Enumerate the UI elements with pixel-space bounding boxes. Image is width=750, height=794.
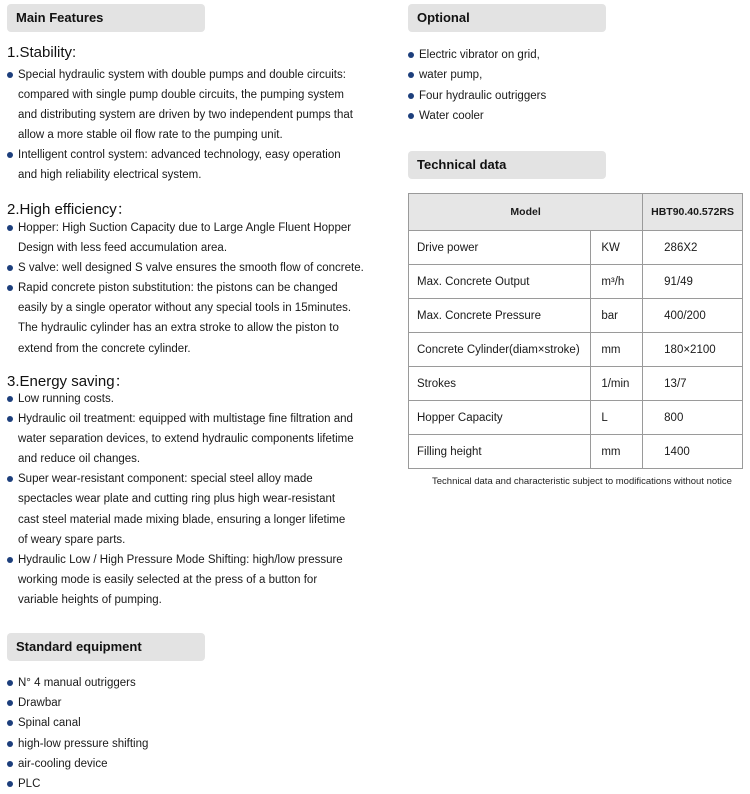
param-name: Hopper Capacity bbox=[409, 401, 591, 435]
param-unit: L bbox=[591, 401, 643, 435]
energy-list bbox=[7, 389, 354, 610]
list-item: S valve: well designed S valve ensures the smooth flow of concrete. bbox=[7, 258, 364, 278]
param-unit: mm bbox=[591, 435, 643, 469]
list-item: Water cooler bbox=[408, 106, 546, 126]
list-item: air-cooling device bbox=[7, 754, 148, 774]
section-title-energy: 3.Energy saving： bbox=[7, 373, 130, 390]
list-item: Electric vibrator on grid, bbox=[408, 45, 546, 65]
section-title-efficiency: 2.High efficiency： bbox=[7, 201, 132, 218]
list-item: N° 4 manual outriggers bbox=[7, 673, 148, 693]
param-name: Concrete Cylinder(diam×stroke) bbox=[409, 333, 591, 367]
main-features-header: Main Features bbox=[7, 4, 205, 32]
list-item: Low running costs. bbox=[7, 389, 354, 409]
standard-equipment-list bbox=[7, 673, 148, 794]
param-name: Max. Concrete Output bbox=[409, 265, 591, 299]
technical-data-note: Technical data and characteristic subject to modifications without notice bbox=[432, 476, 732, 487]
param-unit: bar bbox=[591, 299, 643, 333]
list-item: Special hydraulic system with double pumps and double circuits: compared with single pump double circuits, the pumping system and distributing system are driven by two independent pumps that allow a more stable oil flow rate to the pumping unit. bbox=[7, 65, 353, 145]
list-item: Hydraulic oil treatment: equipped with multistage fine filtration and water separation devices, to extend hydraulic components lifetime and reduce oil changes. bbox=[7, 409, 354, 469]
table-row bbox=[409, 231, 743, 265]
list-item: water pump, bbox=[408, 65, 546, 85]
efficiency-list bbox=[7, 218, 364, 359]
list-item: Four hydraulic outriggers bbox=[408, 86, 546, 106]
param-name: Max. Concrete Pressure bbox=[409, 299, 591, 333]
table-header-row bbox=[409, 194, 743, 231]
param-unit: KW bbox=[591, 231, 643, 265]
param-value: 13/7 bbox=[643, 367, 743, 401]
param-value: 1400 bbox=[643, 435, 743, 469]
list-item: Hopper: High Suction Capacity due to Large Angle Fluent Hopper Design with less feed accumulation area. bbox=[7, 218, 364, 258]
table-row bbox=[409, 367, 743, 401]
model-header: Model bbox=[409, 194, 643, 231]
list-item: Rapid concrete piston substitution: the pistons can be changed easily by a single operator without any special tools in 15minutes. The hydraulic cylinder has an extra stroke to allow the piston to extend from the concrete cylinder. bbox=[7, 278, 364, 358]
param-unit: mm bbox=[591, 333, 643, 367]
param-name: Filling height bbox=[409, 435, 591, 469]
param-value: 400/200 bbox=[643, 299, 743, 333]
param-unit: m³/h bbox=[591, 265, 643, 299]
table-row bbox=[409, 265, 743, 299]
param-name: Strokes bbox=[409, 367, 591, 401]
technical-data-table bbox=[408, 193, 743, 469]
param-value: 800 bbox=[643, 401, 743, 435]
list-item: Super wear-resistant component: special steel alloy made spectacles wear plate and cutting ring plus high wear-resistant cast steel material made mixing blade, ensuring a longer lifetime of weary spare parts. bbox=[7, 469, 354, 549]
list-item: high-low pressure shifting bbox=[7, 734, 148, 754]
param-unit: 1/min bbox=[591, 367, 643, 401]
param-name: Drive power bbox=[409, 231, 591, 265]
list-item: Drawbar bbox=[7, 693, 148, 713]
table-row bbox=[409, 333, 743, 367]
table-row bbox=[409, 401, 743, 435]
list-item: PLC bbox=[7, 774, 148, 794]
model-value-header: HBT90.40.572RS bbox=[643, 194, 743, 231]
list-item: Intelligent control system: advanced technology, easy operation and high reliability electrical system. bbox=[7, 145, 353, 185]
param-value: 286X2 bbox=[643, 231, 743, 265]
list-item: Spinal canal bbox=[7, 713, 148, 733]
optional-list bbox=[408, 45, 546, 127]
param-value: 91/49 bbox=[643, 265, 743, 299]
optional-header: Optional bbox=[408, 4, 606, 32]
standard-equipment-header: Standard equipment bbox=[7, 633, 205, 661]
stability-list bbox=[7, 65, 353, 186]
param-value: 180×2100 bbox=[643, 333, 743, 367]
technical-data-header: Technical data bbox=[408, 151, 606, 179]
table-row bbox=[409, 435, 743, 469]
list-item: Hydraulic Low / High Pressure Mode Shifting: high/low pressure working mode is easily selected at the press of a button for variable heights of pumping. bbox=[7, 550, 354, 610]
section-title-stability: 1.Stability: bbox=[7, 44, 77, 61]
table-row bbox=[409, 299, 743, 333]
